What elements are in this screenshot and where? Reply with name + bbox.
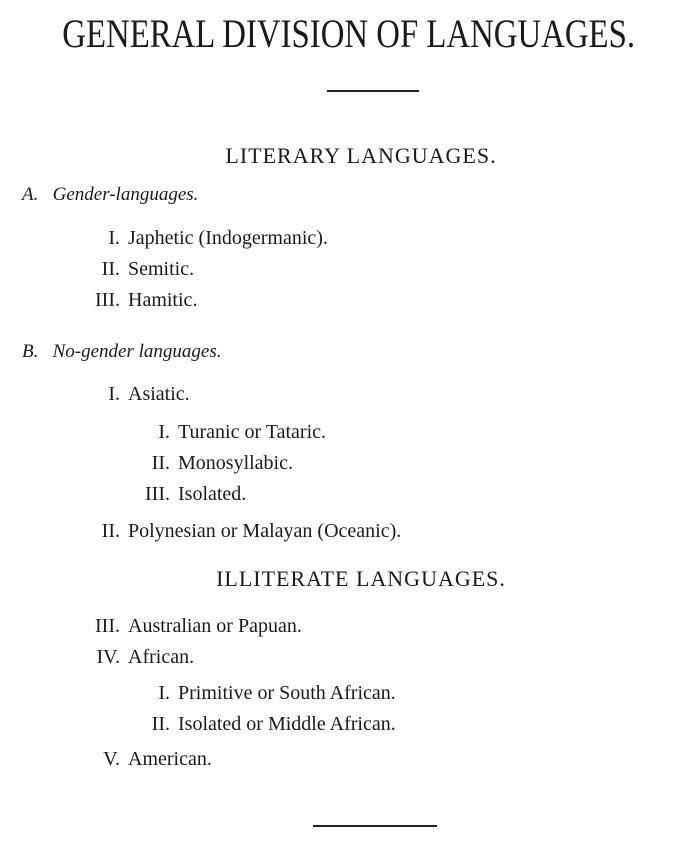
page-title: GENERAL DIVISION OF LANGUAGES. — [62, 11, 636, 56]
item-number: II. — [101, 520, 120, 542]
list-item-isolated — [120, 483, 246, 506]
list-item-australian — [70, 615, 302, 638]
item-number: III. — [95, 289, 120, 311]
item-label: Primitive or South African. — [178, 682, 396, 704]
item-label: Australian or Papuan. — [128, 615, 302, 637]
item-number: III. — [145, 483, 170, 505]
item-label: Japhetic (Indogermanic). — [128, 227, 328, 249]
list-item-middle-african — [120, 713, 396, 736]
group-a-heading — [22, 184, 198, 206]
item-label: Polynesian or Malayan (Oceanic). — [128, 520, 402, 542]
item-number: I. — [108, 383, 120, 405]
list-item-asiatic — [70, 383, 190, 406]
item-number: I. — [108, 227, 120, 249]
item-number: II. — [151, 713, 170, 735]
group-b-heading — [22, 341, 221, 363]
item-number: II. — [101, 258, 120, 280]
item-label: Semitic. — [128, 258, 195, 280]
group-a-label: Gender-languages. — [52, 184, 199, 205]
item-label: American. — [128, 748, 212, 770]
item-number: IV. — [96, 646, 120, 668]
list-item-african — [70, 646, 194, 669]
item-label: Hamitic. — [128, 289, 198, 311]
item-label: Turanic or Tataric. — [178, 421, 327, 443]
item-number: V. — [103, 748, 120, 770]
list-item-american — [70, 748, 212, 771]
list-item-turanic — [120, 421, 326, 444]
bottom-divider — [313, 825, 437, 827]
list-item-semitic — [70, 258, 194, 281]
literary-languages-heading: LITERARY LANGUAGES. — [225, 143, 497, 168]
item-label: African. — [128, 646, 195, 668]
list-item-japhetic — [70, 227, 328, 250]
group-a-letter: A. — [22, 184, 39, 205]
item-label: Monosyllabic. — [178, 452, 293, 474]
item-label: Isolated or Middle African. — [178, 713, 396, 735]
item-number: I. — [158, 682, 170, 704]
list-item-monosyllabic — [120, 452, 293, 475]
item-number: II. — [151, 452, 170, 474]
list-item-hamitic — [70, 289, 197, 312]
item-number: III. — [95, 615, 120, 637]
item-label: Asiatic. — [128, 383, 190, 405]
list-item-polynesian — [70, 520, 401, 543]
item-label: Isolated. — [178, 483, 247, 505]
illiterate-languages-heading: ILLITERATE LANGUAGES. — [216, 566, 506, 591]
group-b-label: No-gender languages. — [52, 341, 222, 362]
title-divider — [327, 90, 419, 92]
item-number: I. — [158, 421, 170, 443]
list-item-primitive — [120, 682, 396, 705]
group-b-letter: B. — [22, 341, 39, 362]
